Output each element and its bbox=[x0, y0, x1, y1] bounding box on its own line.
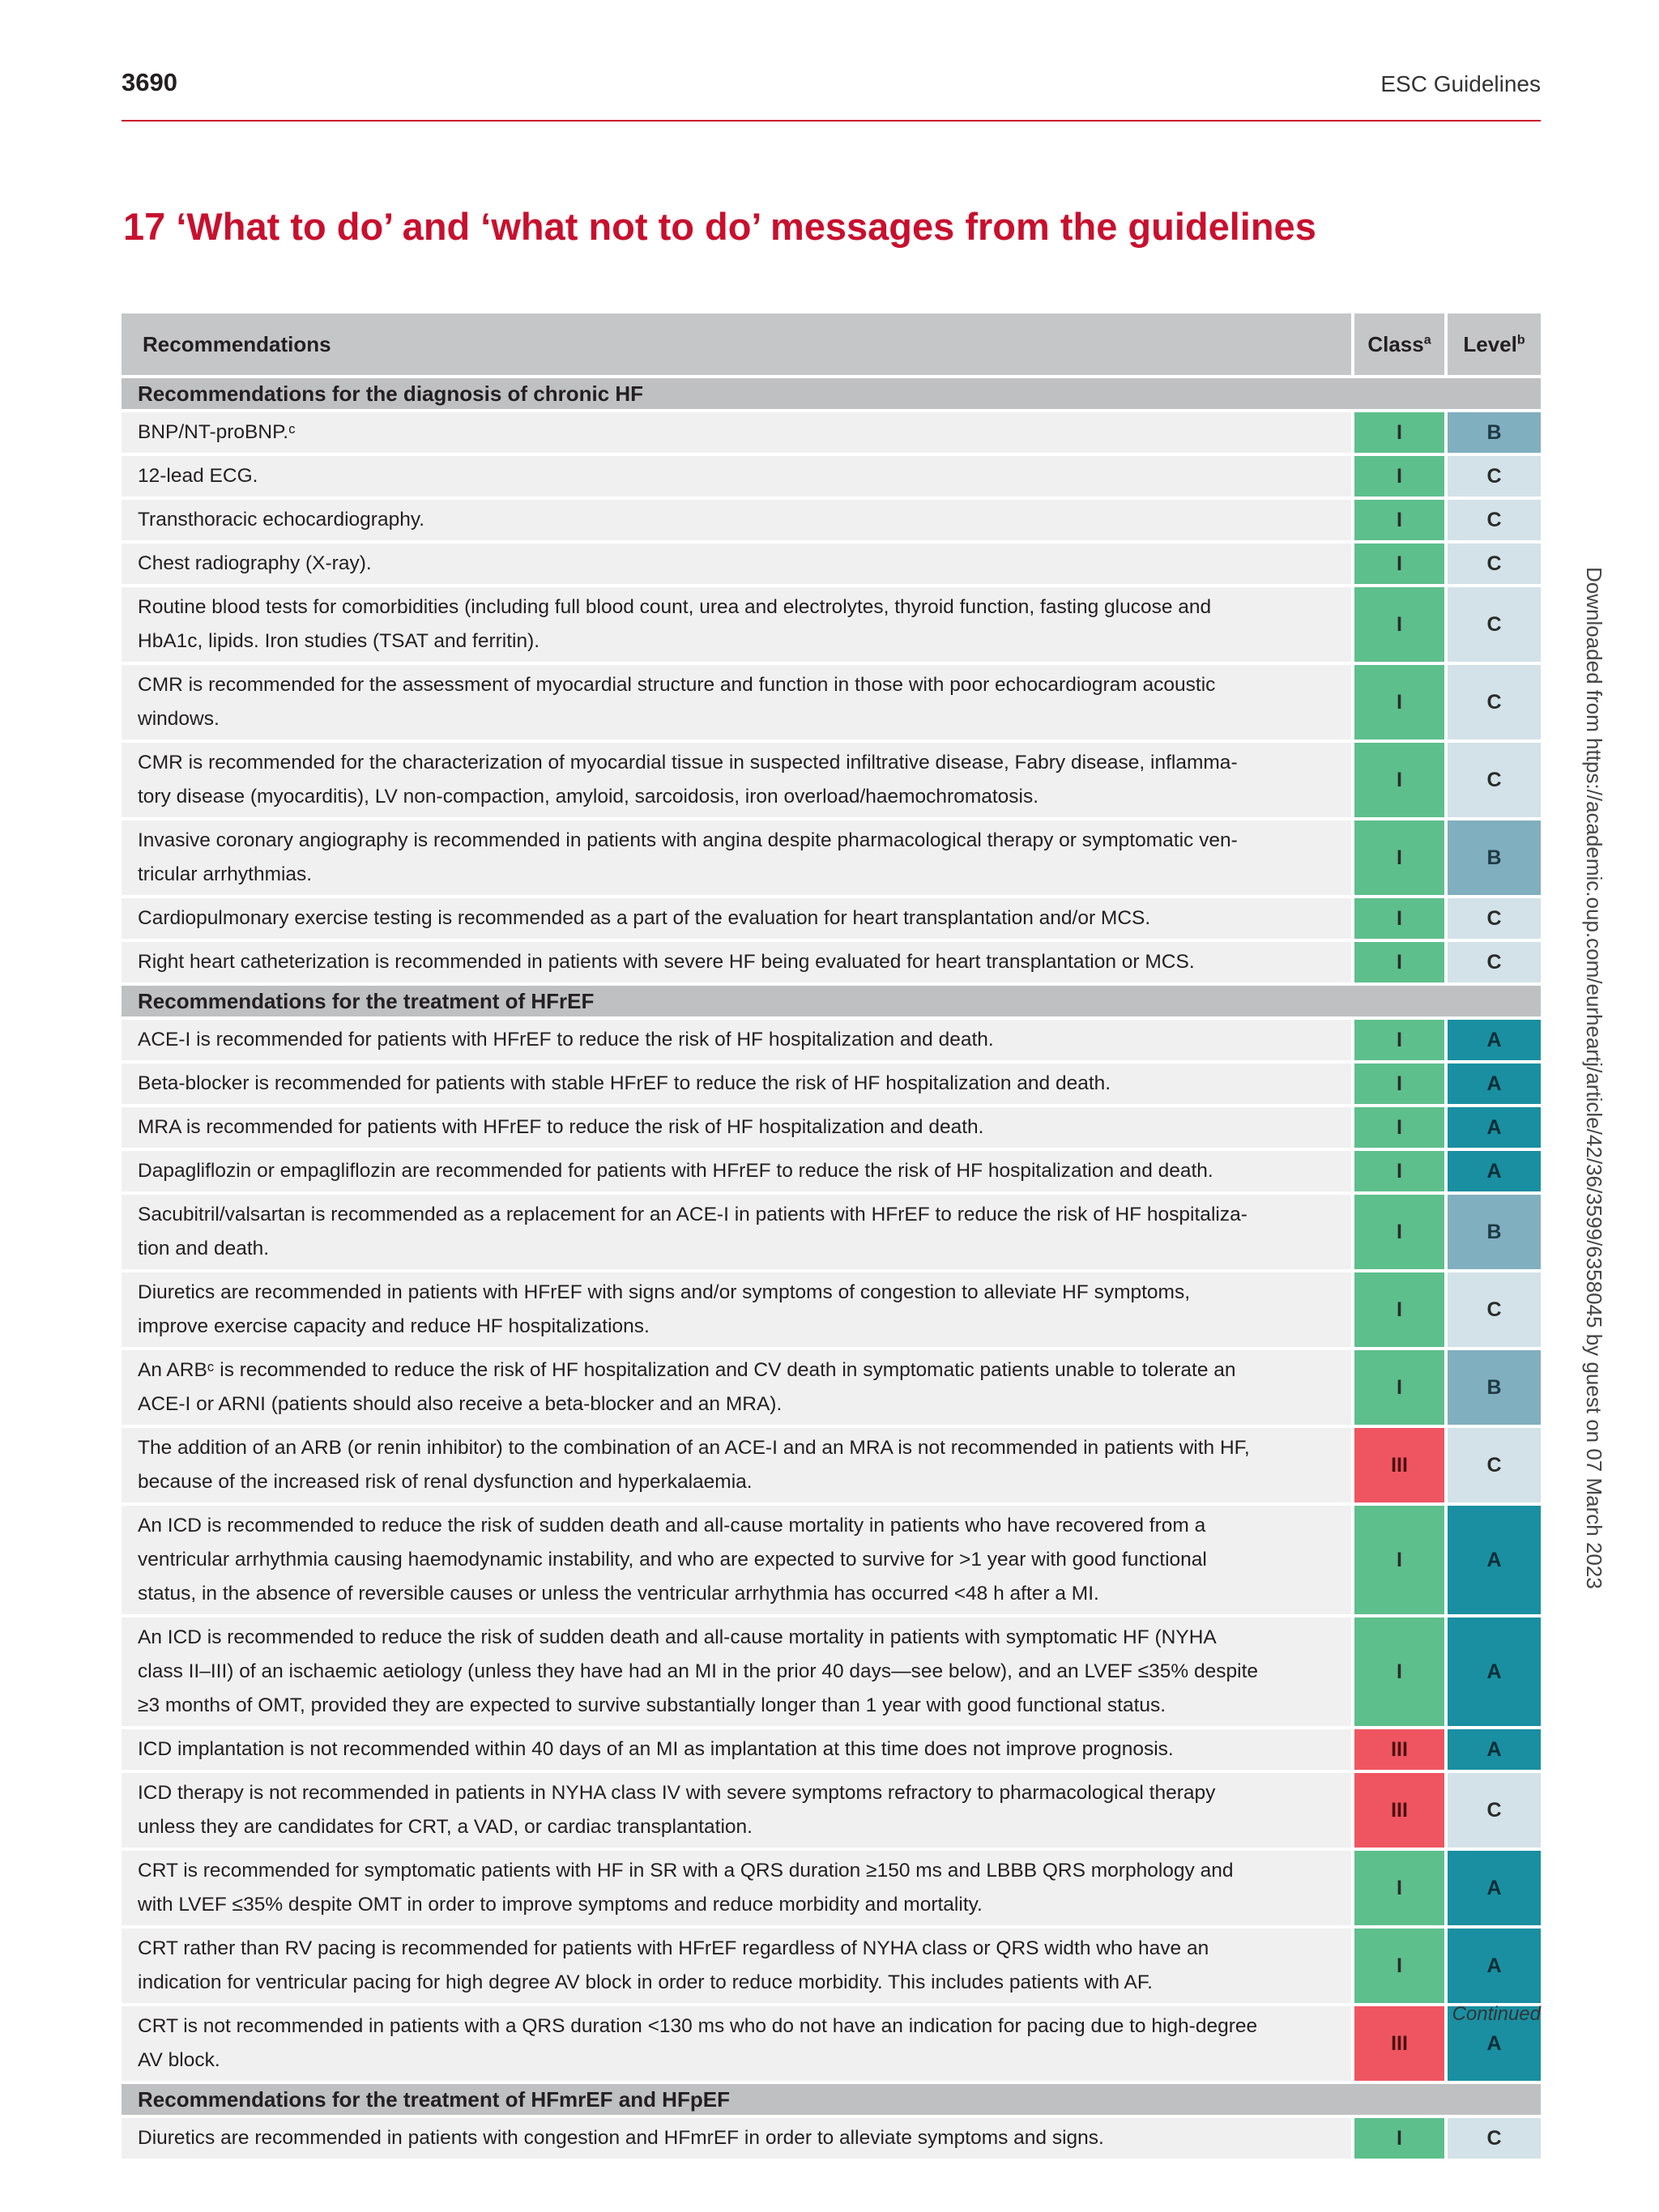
class-badge: I bbox=[1354, 456, 1448, 497]
level-footnote-marker: b bbox=[1516, 332, 1525, 347]
recommendation-text: Invasive coronary angiography is recommended in patients with angina despite pharmacological therapy or symptomatic ven-tricular arrhythmias. bbox=[122, 820, 1354, 895]
running-head: ESC Guidelines bbox=[1380, 71, 1541, 96]
class-footnote-marker: a bbox=[1423, 332, 1431, 347]
class-badge: I bbox=[1354, 500, 1448, 540]
class-badge: I bbox=[1354, 820, 1448, 895]
recommendation-text: An ICD is recommended to reduce the risk of sudden death and all-cause mortality in patients who have recovered from a ventricular arrhythmia causing haemodynamic instability, and who are expected to survive for >1 year with good functional status, in the absence of reversible causes or unless the ventricular arrhythmia has occurred <48 h after a MI. bbox=[122, 1506, 1354, 1614]
level-badge: C bbox=[1448, 743, 1541, 817]
section-header-row bbox=[122, 378, 1541, 409]
level-badge: B bbox=[1448, 1195, 1541, 1269]
level-badge: C bbox=[1448, 665, 1541, 739]
recommendation-text: BNP/NT-proBNP.ᶜ bbox=[122, 412, 1354, 453]
download-watermark: Downloaded from https://academic.oup.com/eurheartj/article/42/36/3599/6358045 by guest on 07 March 2023 bbox=[1582, 567, 1606, 1589]
recommendation-text: Right heart catheterization is recommended in patients with severe HF being evaluated for heart transplantation or MCS. bbox=[122, 942, 1354, 982]
recommendation-text: CMR is recommended for the assessment of myocardial structure and function in those with poor echocardiogram acoustic windows. bbox=[122, 665, 1354, 739]
level-badge: C bbox=[1448, 587, 1541, 662]
recommendation-text: An ARBᶜ is recommended to reduce the risk of HF hospitalization and CV death in symptomatic patients unable to tolerate an ACE-I or ARNI (patients should also receive a beta-blocker and an MRA). bbox=[122, 1350, 1354, 1425]
level-badge: C bbox=[1448, 2118, 1541, 2159]
table-row bbox=[122, 820, 1541, 895]
level-badge: C bbox=[1448, 543, 1541, 584]
recommendation-text: Routine blood tests for comorbidities (including full blood count, urea and electrolytes, thyroid function, fasting glucose and HbA1c, lipids. Iron studies (TSAT and ferritin). bbox=[122, 587, 1354, 662]
section-header-row bbox=[122, 986, 1541, 1016]
header-rule bbox=[122, 120, 1541, 121]
class-badge: I bbox=[1354, 1506, 1448, 1614]
class-badge: I bbox=[1354, 1151, 1448, 1191]
recommendation-text: Diuretics are recommended in patients with congestion and HFmrEF in order to alleviate symptoms and signs. bbox=[122, 2118, 1354, 2159]
class-badge: I bbox=[1354, 898, 1448, 939]
table-row bbox=[122, 665, 1541, 739]
table-row bbox=[122, 1428, 1541, 1502]
table-row bbox=[122, 743, 1541, 817]
continued-label: Continued bbox=[1452, 2003, 1541, 2025]
class-badge: I bbox=[1354, 1020, 1448, 1060]
class-badge: III bbox=[1354, 1428, 1448, 1502]
level-badge: C bbox=[1448, 456, 1541, 497]
recommendation-text: CMR is recommended for the characterization of myocardial tissue in suspected infiltrative disease, Fabry disease, inflamma-tory disease (myocarditis), LV non-compaction, amyloid, sarcoidosis, iron overload/haemochromatosis. bbox=[122, 743, 1354, 817]
table-row bbox=[122, 1195, 1541, 1269]
recommendation-text: Chest radiography (X-ray). bbox=[122, 543, 1354, 584]
level-badge: A bbox=[1448, 1063, 1541, 1104]
column-header-class: Class$^a$ bbox=[1354, 313, 1448, 375]
class-badge: I bbox=[1354, 1195, 1448, 1269]
recommendation-text: CRT rather than RV pacing is recommended for patients with HFrEF regardless of NYHA class or QRS width who have an indication for ventricular pacing for high degree AV block in order to reduce morbidity. This includes patients with AF. bbox=[122, 1929, 1354, 2003]
recommendation-text: ACE-I is recommended for patients with HFrEF to reduce the risk of HF hospitalization and death. bbox=[122, 1020, 1354, 1060]
section-heading: Recommendations for the treatment of HFmrEF and HFpEF bbox=[122, 2084, 1541, 2115]
table-row bbox=[122, 1851, 1541, 1925]
class-badge: I bbox=[1354, 1272, 1448, 1347]
class-badge: III bbox=[1354, 1729, 1448, 1770]
table-row bbox=[122, 942, 1541, 982]
table-header-row bbox=[122, 313, 1541, 375]
level-badge: A bbox=[1448, 1107, 1541, 1148]
section-header-row bbox=[122, 2084, 1541, 2115]
class-badge: I bbox=[1354, 1107, 1448, 1148]
table-row bbox=[122, 1729, 1541, 1770]
recommendation-text: ICD therapy is not recommended in patients in NYHA class IV with severe symptoms refractory to pharmacological therapy unless they are candidates for CRT, a VAD, or cardiac transplantation. bbox=[122, 1773, 1354, 1848]
table-row bbox=[122, 1617, 1541, 1726]
recommendation-text: Dapagliflozin or empagliflozin are recommended for patients with HFrEF to reduce the risk of HF hospitalization and death. bbox=[122, 1151, 1354, 1191]
recommendations-table bbox=[122, 310, 1541, 2162]
table-row bbox=[122, 456, 1541, 497]
recommendation-text: MRA is recommended for patients with HFrEF to reduce the risk of HF hospitalization and death. bbox=[122, 1107, 1354, 1148]
class-badge: I bbox=[1354, 587, 1448, 662]
table-row bbox=[122, 587, 1541, 662]
level-badge: C bbox=[1448, 898, 1541, 939]
table-row bbox=[122, 1506, 1541, 1614]
section-title: 17 ‘What to do’ and ‘what not to do’ messages from the guidelines bbox=[123, 205, 1316, 248]
level-badge: A bbox=[1448, 1617, 1541, 1726]
recommendation-text: 12-lead ECG. bbox=[122, 456, 1354, 497]
level-badge: A bbox=[1448, 1729, 1541, 1770]
class-badge: I bbox=[1354, 1350, 1448, 1425]
level-badge: B bbox=[1448, 820, 1541, 895]
table-row bbox=[122, 2118, 1541, 2159]
level-badge: C bbox=[1448, 1428, 1541, 1502]
class-badge: I bbox=[1354, 942, 1448, 982]
class-badge: I bbox=[1354, 2118, 1448, 2159]
level-badge: B bbox=[1448, 1350, 1541, 1425]
table-body bbox=[122, 378, 1541, 2159]
class-badge: III bbox=[1354, 1773, 1448, 1848]
level-badge: A bbox=[1448, 1929, 1541, 2003]
table-row bbox=[122, 1020, 1541, 1060]
column-header-level: Level$^b$ bbox=[1448, 313, 1541, 375]
class-badge: III bbox=[1354, 2006, 1448, 2081]
class-badge: I bbox=[1354, 1063, 1448, 1104]
table-row bbox=[122, 412, 1541, 453]
section-heading: Recommendations for the diagnosis of chronic HF bbox=[122, 378, 1541, 409]
table-row bbox=[122, 1151, 1541, 1191]
recommendation-text: Cardiopulmonary exercise testing is recommended as a part of the evaluation for heart transplantation and/or MCS. bbox=[122, 898, 1354, 939]
recommendation-text: An ICD is recommended to reduce the risk of sudden death and all-cause mortality in patients with symptomatic HF (NYHA class II–III) of an ischaemic aetiology (unless they have had an MI in the prior 40 days—see below), and an LVEF ≤35% despite ≥3 months of OMT, provided they are expected to survive substantially longer than 1 year with good functional status. bbox=[122, 1617, 1354, 1726]
level-badge: C bbox=[1448, 1272, 1541, 1347]
table-row bbox=[122, 898, 1541, 939]
table-row bbox=[122, 500, 1541, 540]
level-badge: C bbox=[1448, 1773, 1541, 1848]
class-badge: I bbox=[1354, 665, 1448, 739]
class-badge: I bbox=[1354, 743, 1448, 817]
recommendation-text: CRT is not recommended in patients with a QRS duration <130 ms who do not have an indication for pacing due to high-degree AV block. bbox=[122, 2006, 1354, 2081]
section-heading: Recommendations for the treatment of HFrEF bbox=[122, 986, 1541, 1016]
table-row bbox=[122, 1107, 1541, 1148]
class-badge: I bbox=[1354, 1929, 1448, 2003]
recommendation-text: Beta-blocker is recommended for patients with stable HFrEF to reduce the risk of HF hospitalization and death. bbox=[122, 1063, 1354, 1104]
class-badge: I bbox=[1354, 1851, 1448, 1925]
recommendation-text: Diuretics are recommended in patients with HFrEF with signs and/or symptoms of congestion to alleviate HF symptoms, improve exercise capacity and reduce HF hospitalizations. bbox=[122, 1272, 1354, 1347]
recommendation-text: CRT is recommended for symptomatic patients with HF in SR with a QRS duration ≥150 ms and LBBB QRS morphology and with LVEF ≤35% despite OMT in order to improve symptoms and reduce morbidity and mortality. bbox=[122, 1851, 1354, 1925]
recommendation-text: Sacubitril/valsartan is recommended as a replacement for an ACE-I in patients with HFrEF to reduce the risk of HF hospitaliza-tion and death. bbox=[122, 1195, 1354, 1269]
table-row bbox=[122, 1773, 1541, 1848]
table-row bbox=[122, 543, 1541, 584]
recommendation-text: ICD implantation is not recommended within 40 days of an MI as implantation at this time does not improve prognosis. bbox=[122, 1729, 1354, 1770]
level-badge: A bbox=[1448, 2006, 1541, 2081]
page-number: 3690 bbox=[122, 68, 177, 96]
class-badge: I bbox=[1354, 1617, 1448, 1726]
class-badge: I bbox=[1354, 543, 1448, 584]
level-badge: C bbox=[1448, 942, 1541, 982]
recommendation-text: The addition of an ARB (or renin inhibitor) to the combination of an ACE-I and an MRA is not recommended in patients with HF, because of the increased risk of renal dysfunction and hyperkalaemia. bbox=[122, 1428, 1354, 1502]
column-header-recommendations: Recommendations bbox=[122, 313, 1354, 375]
level-badge: A bbox=[1448, 1506, 1541, 1614]
table-row bbox=[122, 1272, 1541, 1347]
table-row bbox=[122, 2006, 1541, 2081]
table-row bbox=[122, 1063, 1541, 1104]
level-badge: A bbox=[1448, 1020, 1541, 1060]
level-badge: C bbox=[1448, 500, 1541, 540]
class-badge: I bbox=[1354, 412, 1448, 453]
level-badge: A bbox=[1448, 1851, 1541, 1925]
table-row bbox=[122, 1929, 1541, 2003]
level-badge: B bbox=[1448, 412, 1541, 453]
recommendation-text: Transthoracic echocardiography. bbox=[122, 500, 1354, 540]
level-badge: A bbox=[1448, 1151, 1541, 1191]
table-row bbox=[122, 1350, 1541, 1425]
